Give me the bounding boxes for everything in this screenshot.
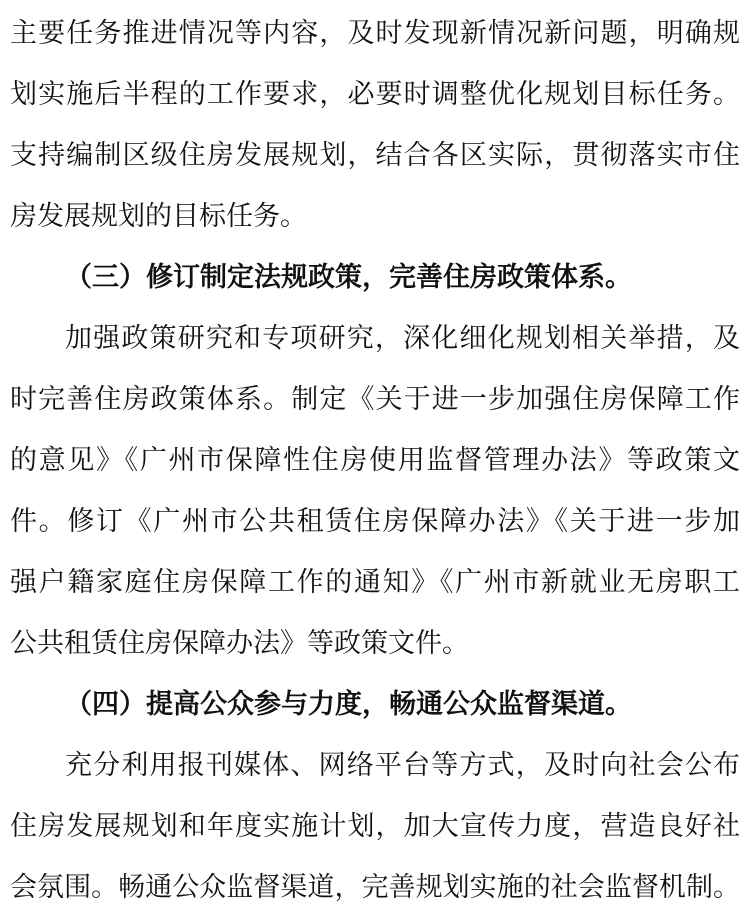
text-line: 划实施后半程的工作要求，必要时调整优化规划目标任务。 xyxy=(10,79,740,110)
text-line: 充分利用报刊媒体、网络平台等方式，及时向社会公布 xyxy=(65,750,740,781)
text-line: 时完善住房政策体系。制定《关于进一步加强住房保障工作 xyxy=(10,384,740,415)
text-line: 公共租赁住房保障办法》等政策文件。 xyxy=(10,628,469,659)
document-page xyxy=(10,0,740,918)
text-line: 主要任务推进情况等内容，及时发现新情况新问题，明确规 xyxy=(10,18,740,49)
text-line: 会氛围。畅通公众监督渠道，完善规划实施的社会监督机制。 xyxy=(10,872,740,903)
text-line: 强户籍家庭住房保障工作的通知》《广州市新就业无房职工 xyxy=(10,567,740,598)
section-heading-3: （三）修订制定法规政策，完善住房政策体系。 xyxy=(65,262,632,293)
text-line: 支持编制区级住房发展规划，结合各区实际，贯彻落实市住 xyxy=(10,140,740,171)
paragraph-intro xyxy=(10,3,740,247)
section-heading-4: （四）提高公众参与力度，畅通公众监督渠道。 xyxy=(65,689,632,720)
text-line: 件。修订《广州市公共租赁住房保障办法》《关于进一步加 xyxy=(10,506,740,537)
paragraph-3 xyxy=(10,308,740,674)
text-line: 加强政策研究和专项研究，深化细化规划相关举措，及 xyxy=(65,323,740,354)
text-line: 的意见》《广州市保障性住房使用监督管理办法》等政策文 xyxy=(10,445,740,476)
text-line: 房发展规划的目标任务。 xyxy=(10,201,307,232)
text-line: 住房发展规划和年度实施计划，加大宣传力度，营造良好社 xyxy=(10,811,740,842)
